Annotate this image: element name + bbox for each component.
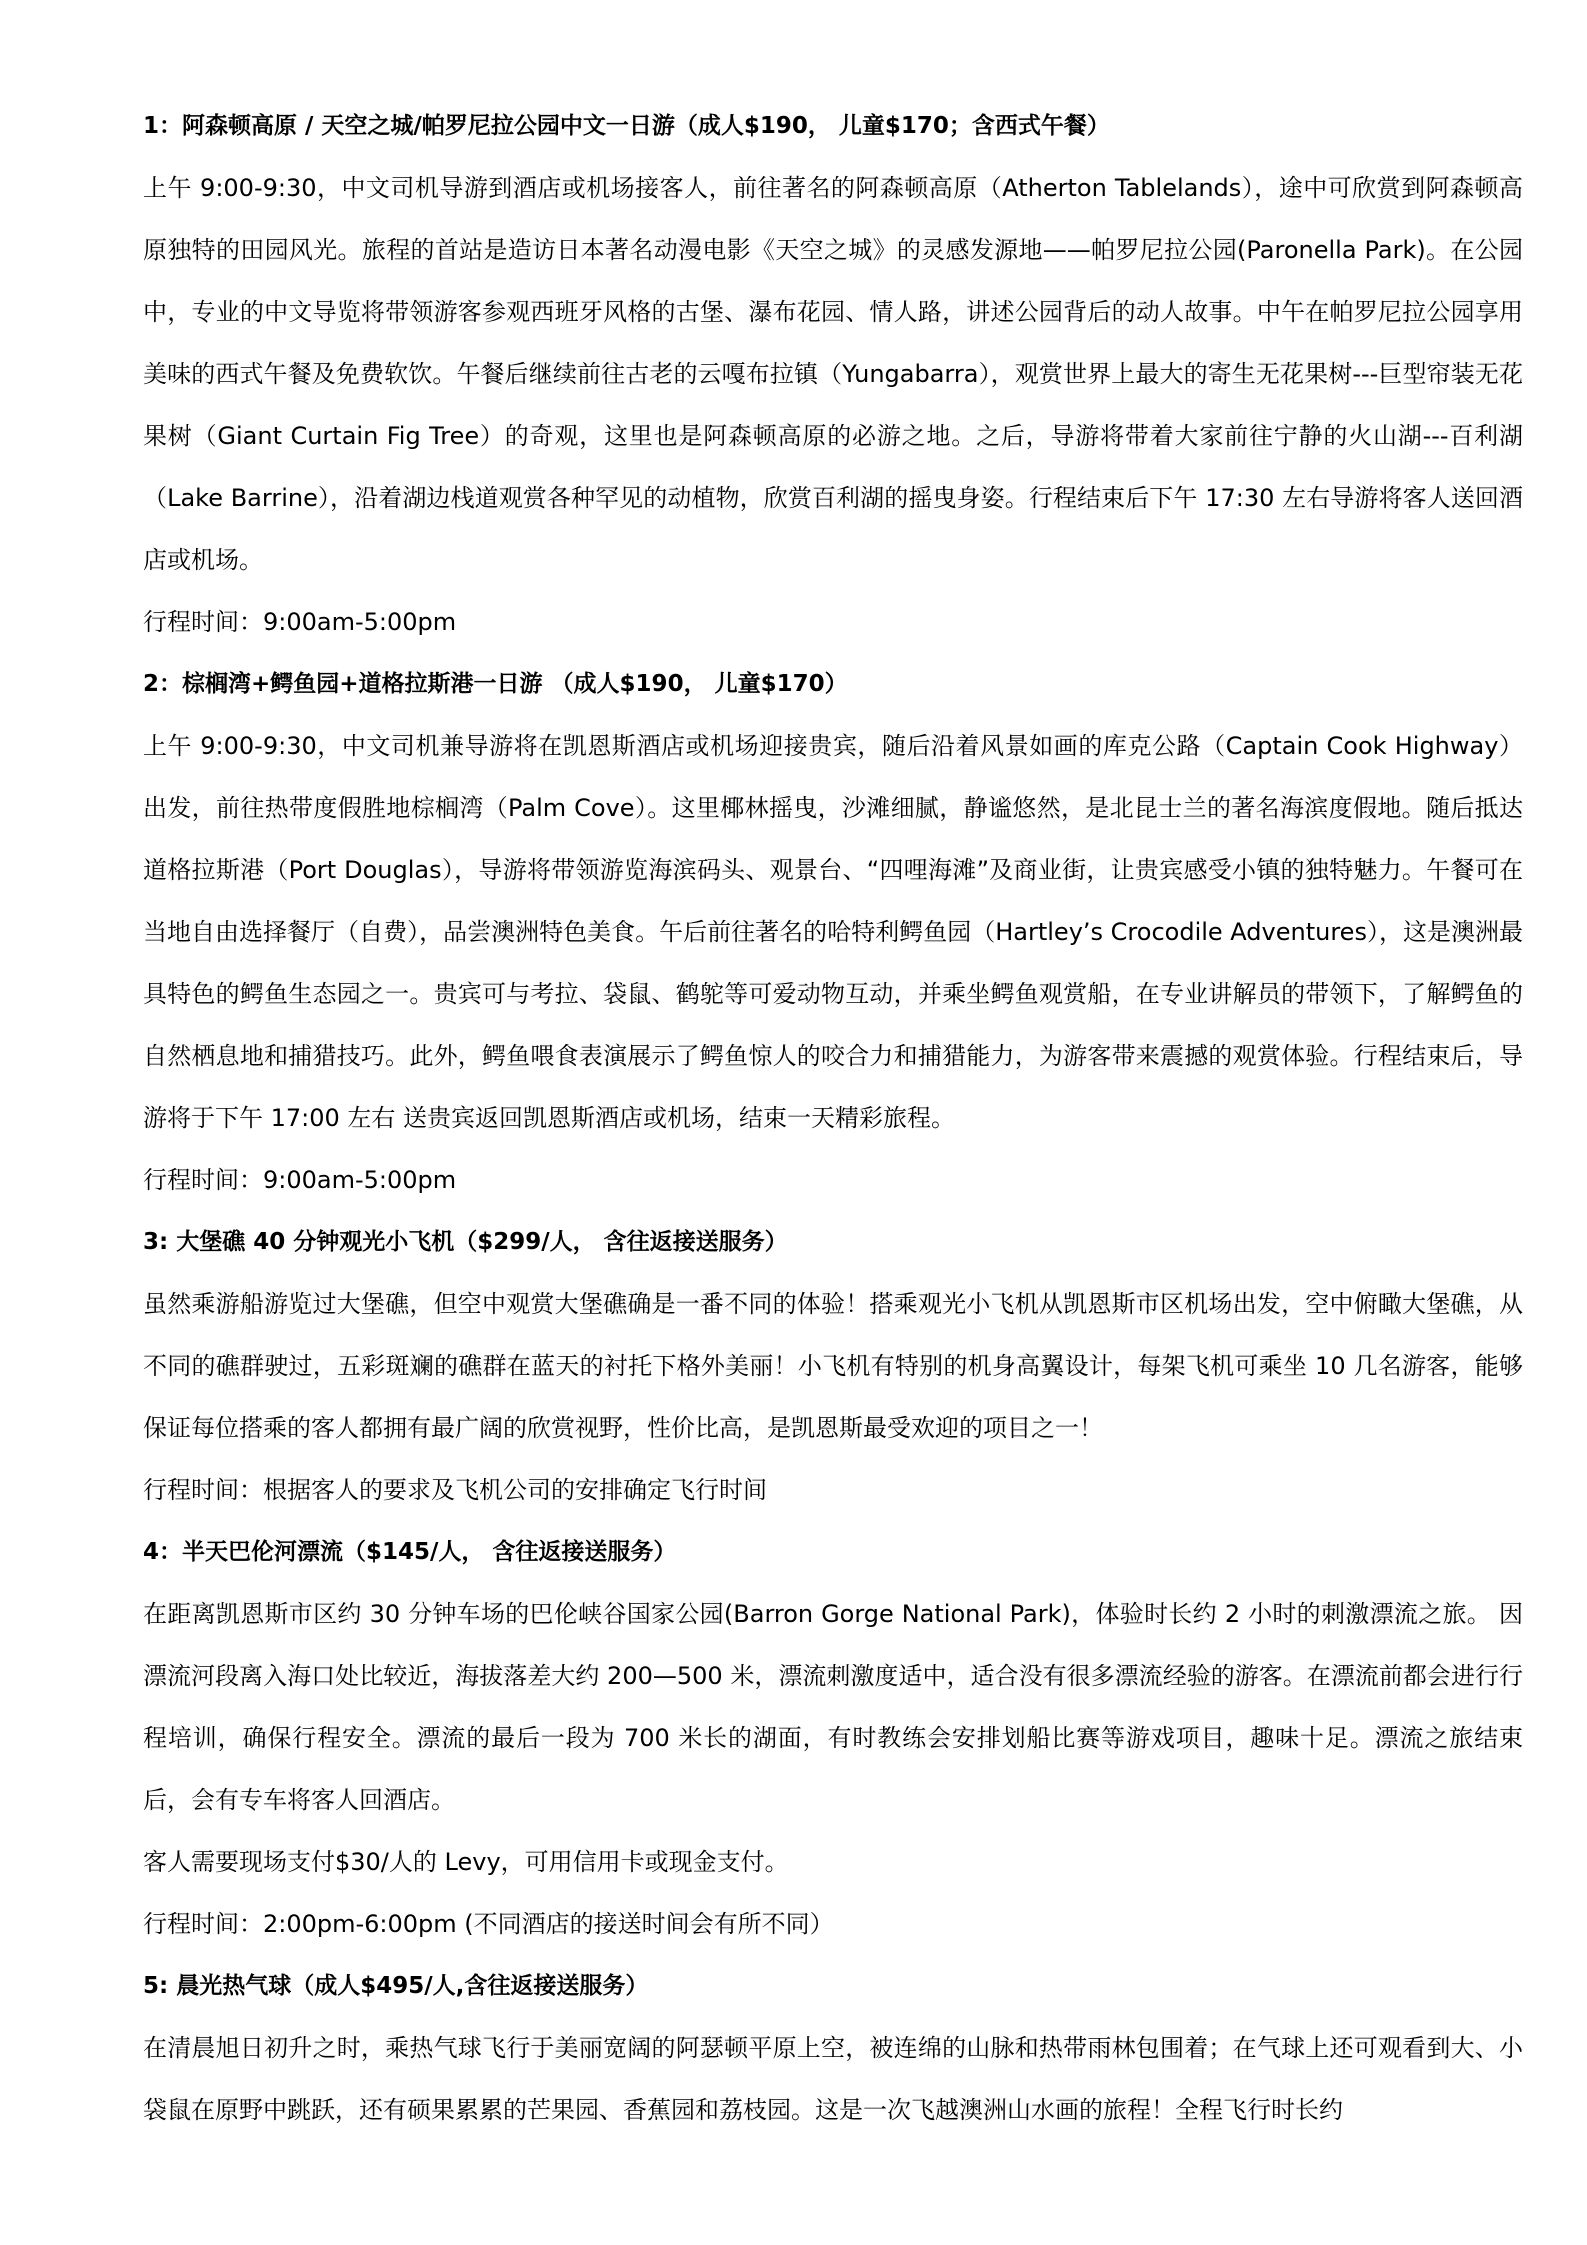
tour-note: 行程时间：9:00am-5:00pm <box>143 1166 457 1194</box>
tour-note: 行程时间：9:00am-5:00pm <box>143 608 457 636</box>
document-page <box>143 95 1523 2141</box>
tour-heading: 2：棕榈湾+鳄鱼园+道格拉斯港一日游 （成人$190， 儿童$170） <box>143 671 848 697</box>
tour-heading: 3: 大堡礁 40 分钟观光小飞机（$299/人， 含往返接送服务） <box>143 1229 788 1255</box>
tour-section <box>143 1521 1523 1955</box>
tour-note: 行程时间：2:00pm-6:00pm (不同酒店的接送时间会有所不同） <box>143 1910 834 1938</box>
tour-description: 上午 9:00-9:30，中文司机导游到酒店或机场接客人，前往著名的阿森顿高原（Atherton Tablelands），途中可欣赏到阿森顿高原独特的田园风光。旅程的首站是造访日本著名动漫电影《天空之城》的灵感发源地——帕罗尼拉公园(Paronella Park)。在公园中，专业的中文导览将带领游客参观西班牙风格的古堡、瀑布花园、情人路，讲述公园背后的动人故事。中午在帕罗尼拉公园享用美味的西式午餐及免费软饮。午餐后继续前往古老的云嘎布拉镇（Yungabarra），观赏世界上最大的寄生无花果树---巨型帘装无花果树（Giant Curtain Fig Tree）的奇观，这里也是阿森顿高原的必游之地。之后，导游将带着大家前往宁静的火山湖---百利湖（Lake Barrine），沿着湖边栈道观赏各种罕见的动植物，欣赏百利湖的摇曳身姿。行程结束后下午 17:30 左右导游将客人送回酒店或机场。 <box>143 174 1523 574</box>
tour-description: 在距离凯恩斯市区约 30 分钟车场的巴伦峡谷国家公园(Barron Gorge National Park)，体验时长约 2 小时的刺激漂流之旅。 因漂流河段离入海口处比较近，海拔落差大约 200—500 米，漂流刺激度适中，适合没有很多漂流经验的游客。在漂流前都会进行行程培训，确保行程安全。漂流的最后一段为 700 米长的湖面，有时教练会安排划船比赛等游戏项目，趣味十足。漂流之旅结束后，会有专车将客人回酒店。 <box>143 1600 1523 1814</box>
tour-heading: 1：阿森顿高原 / 天空之城/帕罗尼拉公园中文一日游（成人$190， 儿童$170；含西式午餐） <box>143 113 1110 139</box>
tour-note: 行程时间：根据客人的要求及飞机公司的安排确定飞行时间 <box>143 1476 767 1504</box>
tour-description: 虽然乘游船游览过大堡礁，但空中观赏大堡礁确是一番不同的体验！搭乘观光小飞机从凯恩斯市区机场出发，空中俯瞰大堡礁，从不同的礁群驶过，五彩斑斓的礁群在蓝天的衬托下格外美丽！小飞机有特别的机身高翼设计，每架飞机可乘坐 10 几名游客，能够保证每位搭乘的客人都拥有最广阔的欣赏视野，性价比高，是凯恩斯最受欢迎的项目之一！ <box>143 1290 1523 1442</box>
tour-heading: 5: 晨光热气球（成人$495/人,含往返接送服务） <box>143 1973 649 1999</box>
itinerary-list <box>143 95 1523 2141</box>
tour-note: 客人需要现场支付$30/人的 Levy，可用信用卡或现金支付。 <box>143 1848 789 1876</box>
tour-section <box>143 653 1523 1211</box>
tour-description: 上午 9:00-9:30，中文司机兼导游将在凯恩斯酒店或机场迎接贵宾，随后沿着风景如画的库克公路（Captain Cook Highway） 出发，前往热带度假胜地棕榈湾（Palm Cove）。这里椰林摇曳，沙滩细腻，静谧悠然，是北昆士兰的著名海滨度假地。随后抵达道格拉斯港（Port Douglas），导游将带领游览海滨码头、观景台、“四哩海滩”及商业街，让贵宾感受小镇的独特魅力。午餐可在当地自由选择餐厅（自费），品尝澳洲特色美食。午后前往著名的哈特利鳄鱼园（Hartley’s Crocodile Adventures），这是澳洲最具特色的鳄鱼生态园之一。贵宾可与考拉、袋鼠、鹤鸵等可爱动物互动，并乘坐鳄鱼观赏船，在专业讲解员的带领下，了解鳄鱼的自然栖息地和捕猎技巧。此外，鳄鱼喂食表演展示了鳄鱼惊人的咬合力和捕猎能力，为游客带来震撼的观赏体验。行程结束后，导游将于下午 17:00 左右 送贵宾返回凯恩斯酒店或机场，结束一天精彩旅程。 <box>143 732 1523 1132</box>
tour-description: 在清晨旭日初升之时，乘热气球飞行于美丽宽阔的阿瑟顿平原上空，被连绵的山脉和热带雨林包围着；在气球上还可观看到大、小袋鼠在原野中跳跃，还有硕果累累的芒果园、香蕉园和荔枝园。这是一次飞越澳洲山水画的旅程！全程飞行时长约 <box>143 2034 1523 2124</box>
tour-section <box>143 1955 1523 2141</box>
tour-section <box>143 95 1523 653</box>
tour-section <box>143 1211 1523 1521</box>
tour-heading: 4：半天巴伦河漂流（$145/人， 含往返接送服务） <box>143 1539 677 1565</box>
